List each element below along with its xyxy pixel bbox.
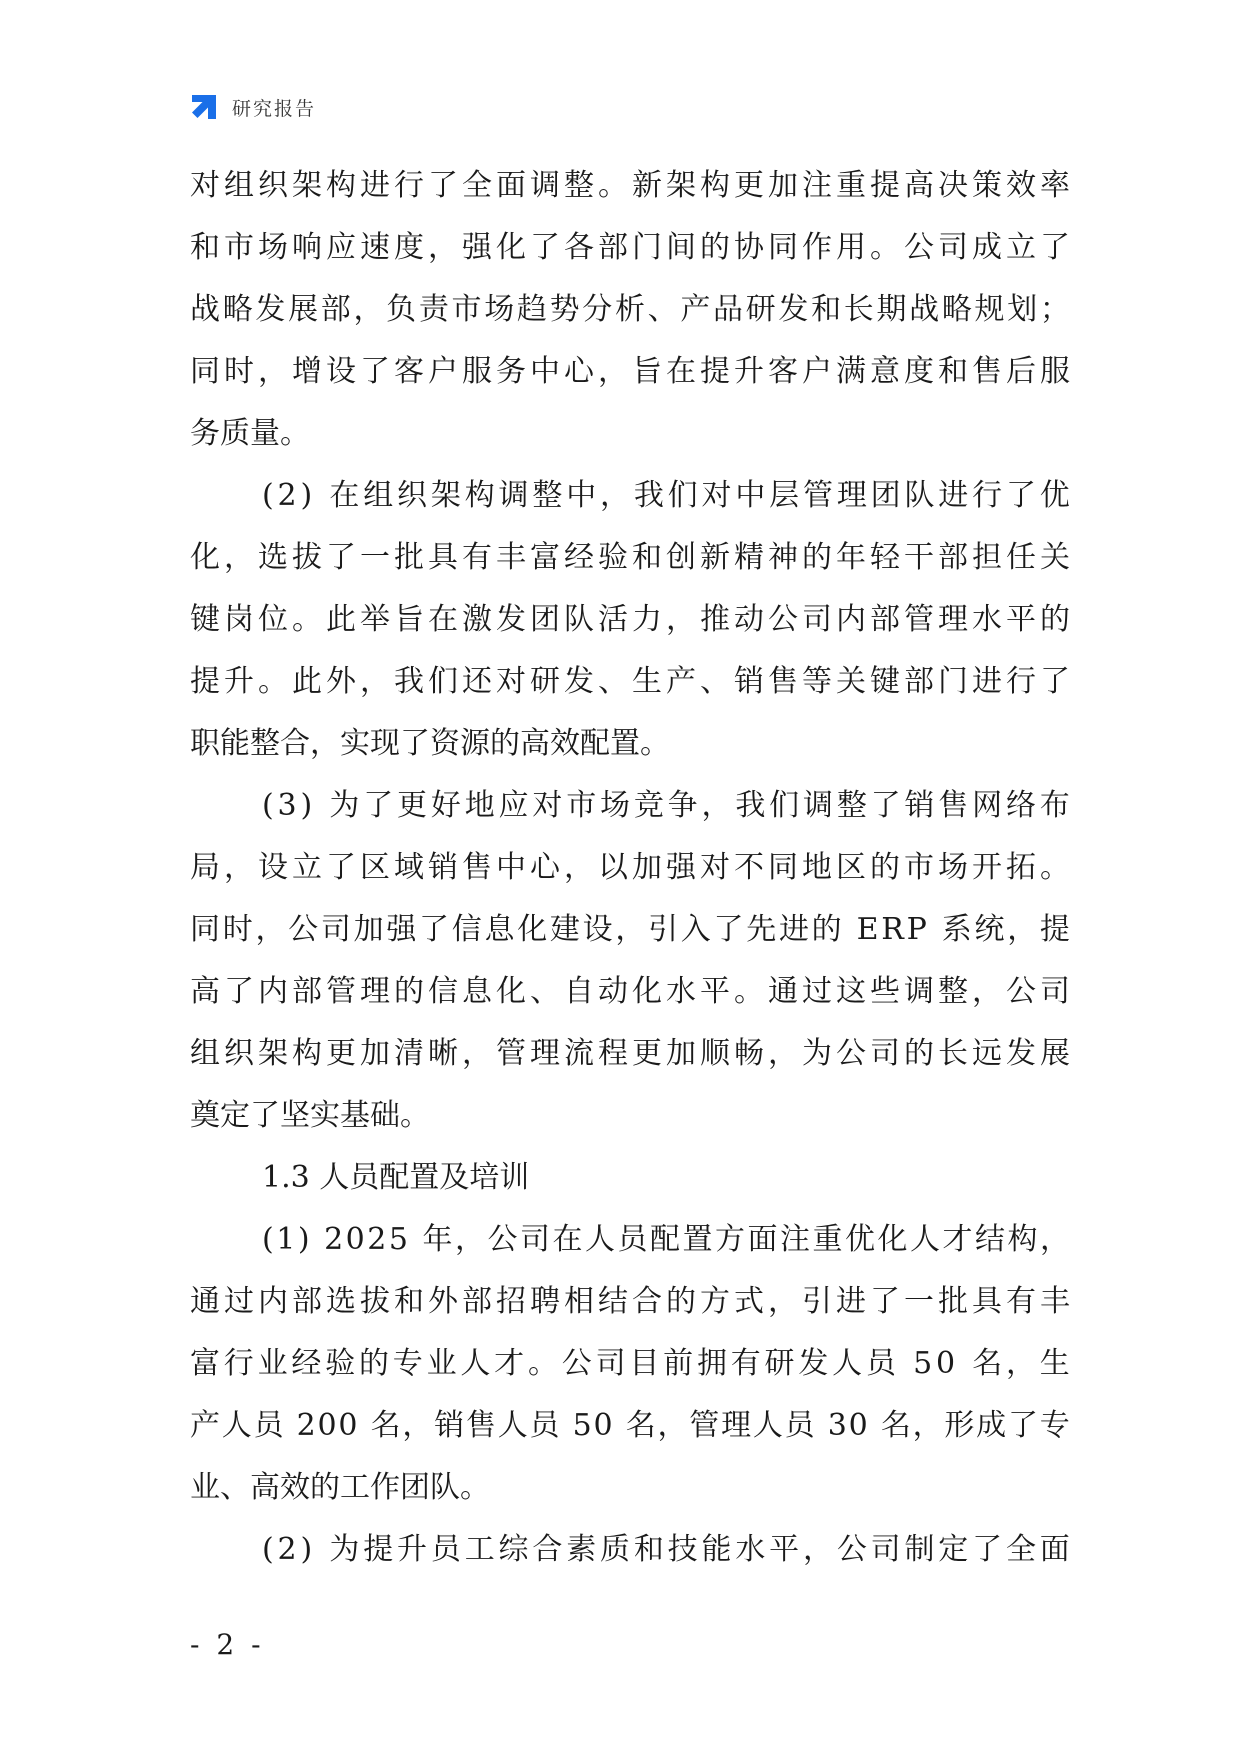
text-line: ( 1 ) 2 0 2 5 年 ， 公 司 在 人 员 配 置 方 面 注 重 优 化 人 才 结 构 ， [262, 1222, 1070, 1257]
text-line: 化 ， 选 拔 了 一 批 具 有 丰 富 经 验 和 创 新 精 神 的 年 轻 干 部 担 任 关 [190, 540, 1070, 575]
page-number: - 2 - [190, 1628, 265, 1661]
text-line: 对 组 织 架 构 进 行 了 全 面 调 整 。 新 架 构 更 加 注 重 提 高 决 策 效 率 [190, 168, 1070, 203]
page-header [188, 90, 316, 124]
text-line: 高 了 内 部 管 理 的 信 息 化 、 自 动 化 水 平 。 通 过 这 些 调 整 ， 公 司 [190, 974, 1070, 1009]
text-line: 提 升 。 此 外 ， 我 们 还 对 研 发 、 生 产 、 销 售 等 关 键 部 门 进 行 了 [190, 664, 1070, 699]
text-line: 富 行 业 经 验 的 专 业 人 才 。 公 司 目 前 拥 有 研 发 人 员 5 0 名 ， 生 [190, 1346, 1070, 1381]
document-body [190, 155, 1070, 1581]
text-line: ( 3 ) 为 了 更 好 地 应 对 市 场 竞 争 ， 我 们 调 整 了 销 售 网 络 布 [262, 788, 1070, 823]
text-line: 业、高效的工作团队。 [190, 1470, 490, 1505]
text-line: 和 市 场 响 应 速 度 ， 强 化 了 各 部 门 间 的 协 同 作 用 。 公 司 成 立 了 [190, 230, 1070, 265]
text-line: 产 人 员 2 0 0 名 ， 销 售 人 员 5 0 名 ， 管 理 人 员 3 0 名 ， 形 成 了 专 [190, 1408, 1070, 1443]
section-heading: 1.3 人员配置及培训 [262, 1160, 530, 1195]
logo-arrow-icon [188, 91, 220, 123]
text-line: 同 时 ， 公 司 加 强 了 信 息 化 建 设 ， 引 入 了 先 进 的 E R P 系 统 ， 提 [190, 912, 1070, 947]
text-line: 职能整合，实现了资源的高效配置。 [190, 726, 670, 761]
text-line: 组 织 架 构 更 加 清 晰 ， 管 理 流 程 更 加 顺 畅 ， 为 公 司 的 长 远 发 展 [190, 1036, 1070, 1071]
text-line: 奠定了坚实基础。 [190, 1098, 430, 1133]
text-line: ( 2 ) 在 组 织 架 构 调 整 中 ， 我 们 对 中 层 管 理 团 队 进 行 了 优 [262, 478, 1070, 513]
text-line: ( 2 ) 为 提 升 员 工 综 合 素 质 和 技 能 水 平 ， 公 司 制 定 了 全 面 [262, 1532, 1070, 1567]
header-title: 研究报告 [232, 97, 317, 120]
text-line: 局 ， 设 立 了 区 域 销 售 中 心 ， 以 加 强 对 不 同 地 区 的 市 场 开 拓 。 [190, 850, 1070, 885]
text-line: 同 时 ， 增 设 了 客 户 服 务 中 心 ， 旨 在 提 升 客 户 满 意 度 和 售 后 服 [190, 354, 1070, 389]
text-line: 通 过 内 部 选 拔 和 外 部 招 聘 相 结 合 的 方 式 ， 引 进 了 一 批 具 有 丰 [190, 1284, 1070, 1319]
text-line: 务质量。 [190, 416, 310, 451]
text-line: 键 岗 位 。 此 举 旨 在 激 发 团 队 活 力 ， 推 动 公 司 内 部 管 理 水 平 的 [190, 602, 1070, 637]
text-line: 战 略 发 展 部 ， 负 责 市 场 趋 势 分 析 、 产 品 研 发 和 长 期 战 略 规 划 ； [190, 292, 1070, 327]
